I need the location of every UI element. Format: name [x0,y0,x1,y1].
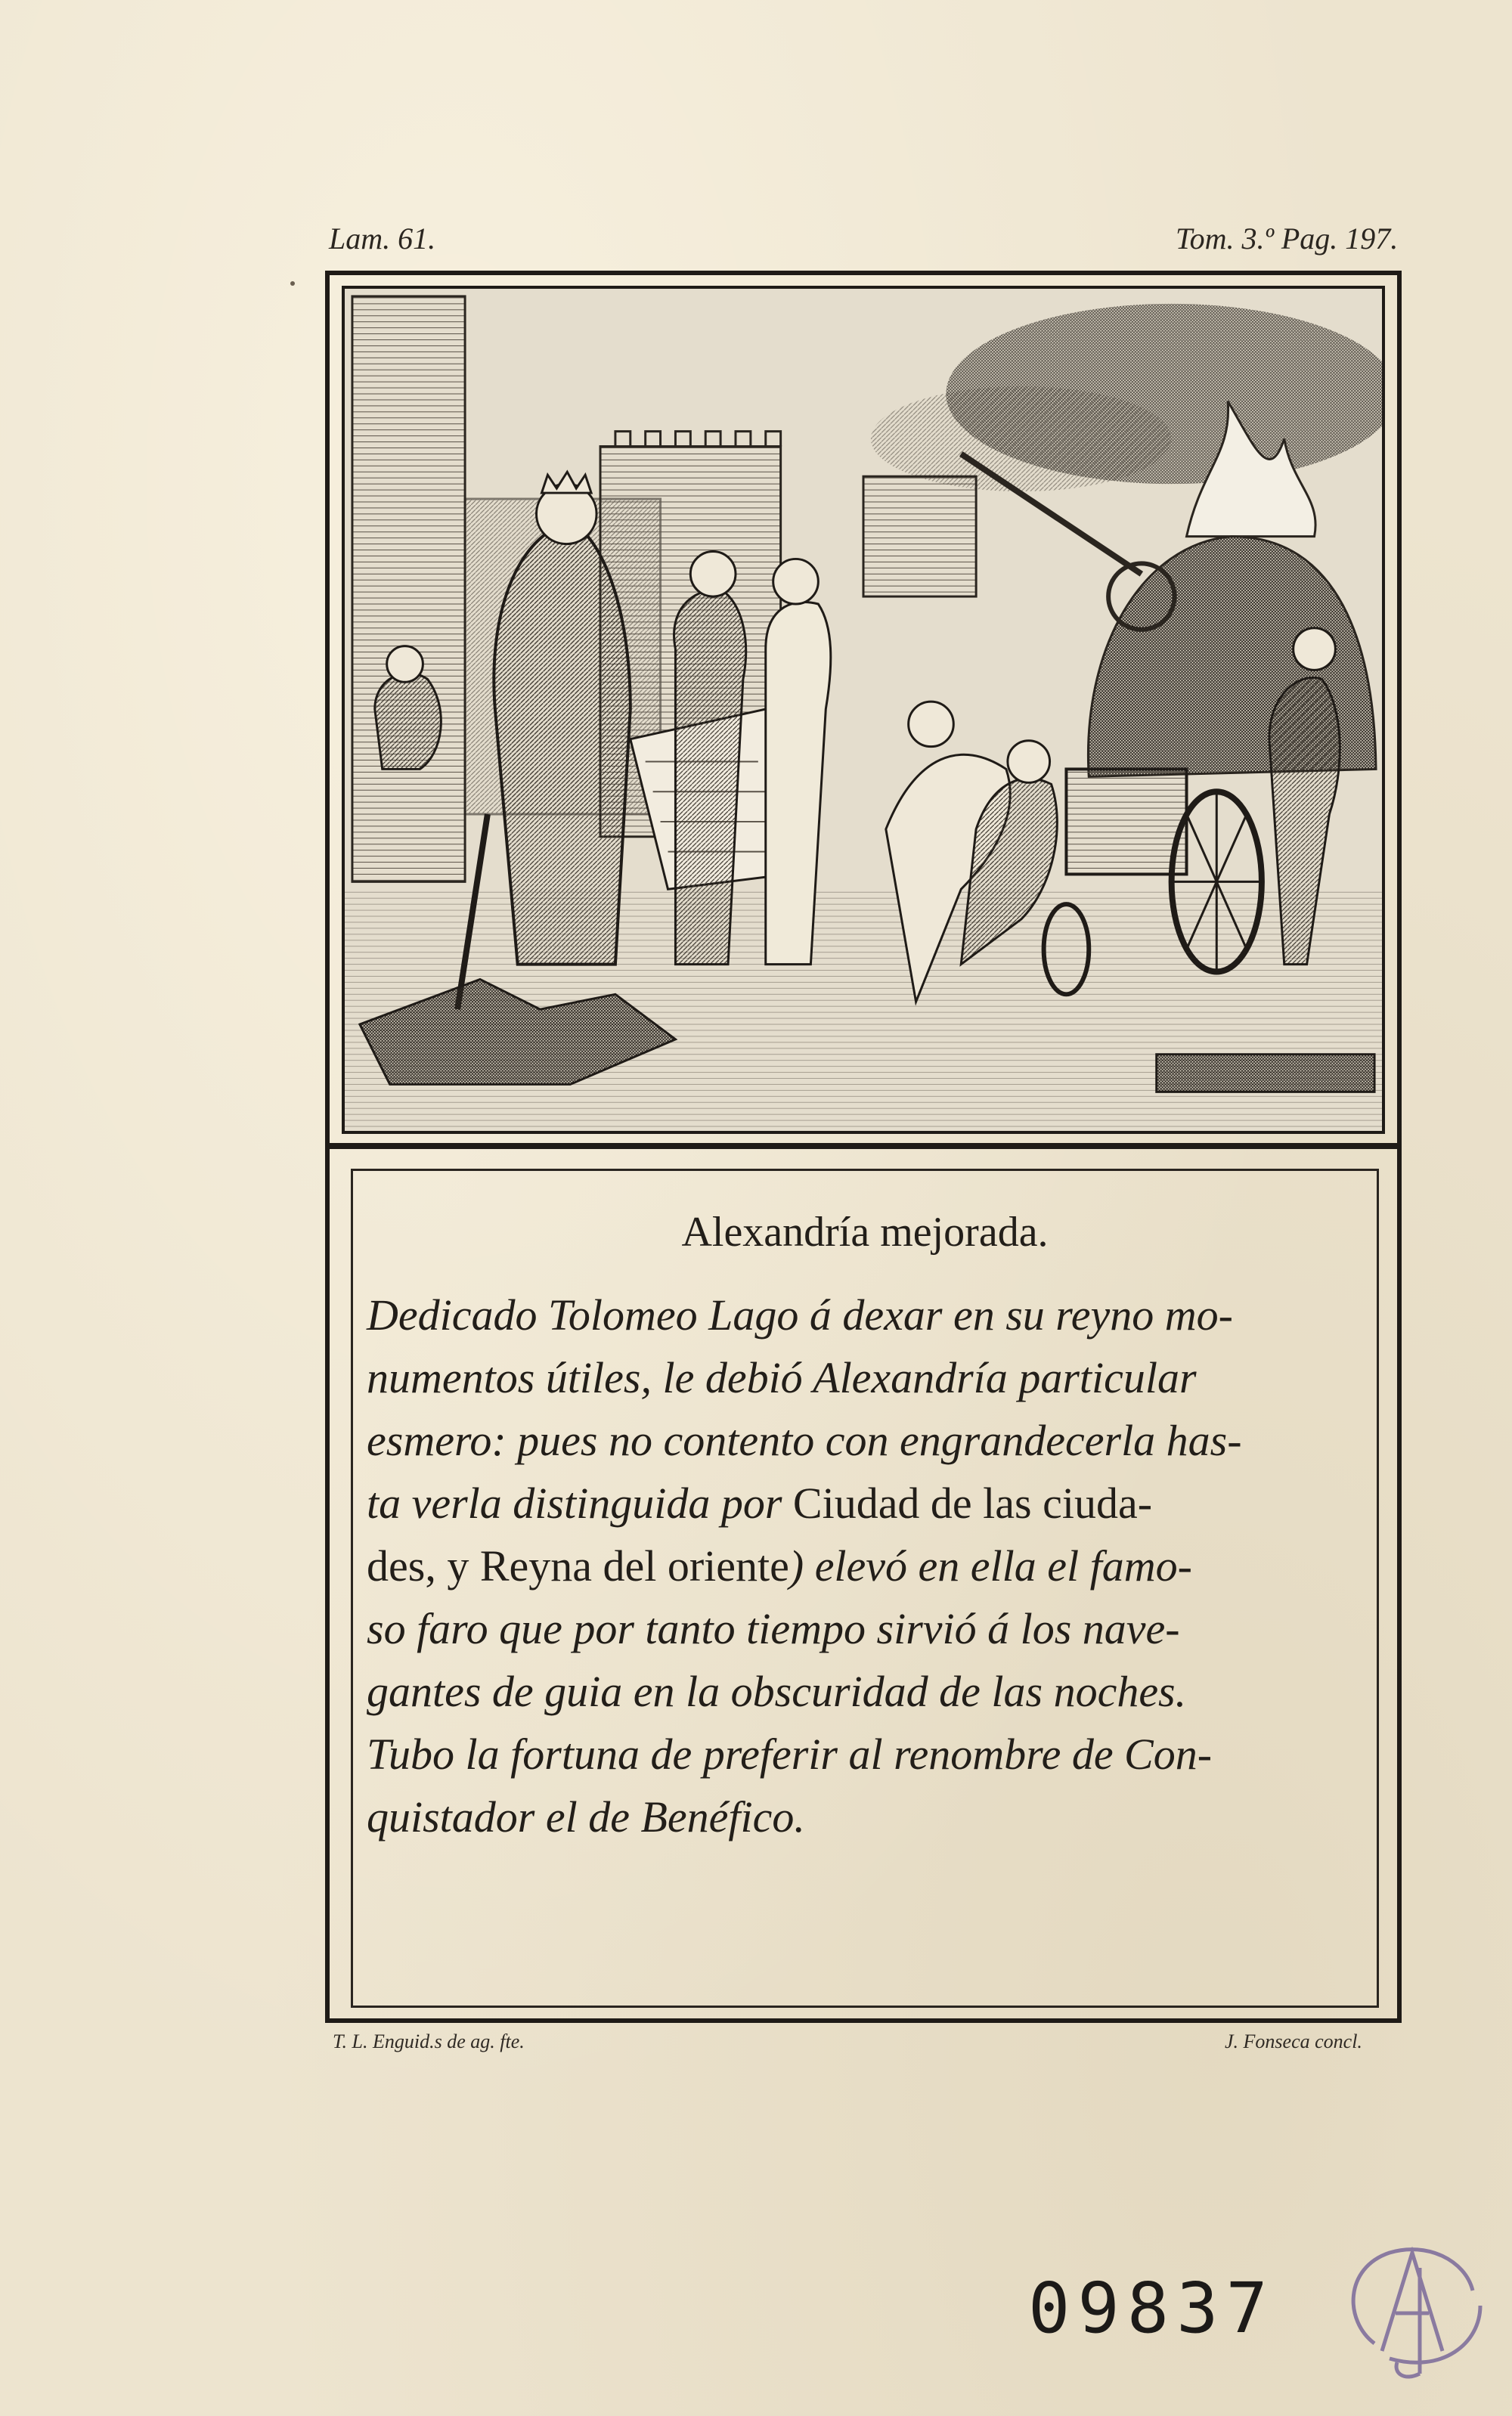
frame-divider [330,1143,1397,1149]
caption-line [367,1535,1372,1597]
pinhole-mark [290,281,295,286]
caption-line: numentos útiles, le debió Alexandría particular [367,1353,1197,1402]
caption-emphasis: des, y Reyna del oriente [367,1541,789,1591]
caption-body [367,1284,1372,1848]
caption-line [367,1472,1372,1535]
caption-line-part: ta verla distinguida por [367,1479,793,1528]
inventory-number: 09837 [1028,2268,1275,2349]
caption-title: Alexandría mejorada. [681,1209,1049,1256]
library-monogram-stamp-icon [1329,2222,1497,2390]
designer-credit: J. Fonseca concl. [1225,2030,1362,2052]
caption-line: esmero: pues no contento con engrandecerla has- [367,1416,1242,1465]
caption-line: gantes de guia en la obscuridad de las noches. [367,1667,1187,1716]
volume-page-reference: Tom. 3.º Pag. 197. [1176,221,1399,256]
engraving-image [342,286,1385,1134]
caption-line: so faro que por tanto tiempo sirvió á los nave- [367,1604,1180,1653]
caption-line: quistador el de Benéfico. [367,1792,805,1841]
caption-line-part: ) elevó en ella el famo- [789,1541,1192,1591]
plate-number: Lam. 61. [329,221,436,256]
caption-emphasis: Ciudad de las ciuda- [792,1479,1153,1528]
caption-line: Dedicado Tolomeo Lago á dexar en su reyno mo- [367,1290,1233,1340]
engraver-credit: T. L. Enguid.s de ag. fte. [333,2030,525,2052]
caption-line: Tubo la fortuna de preferir al renombre de Con- [367,1730,1213,1779]
